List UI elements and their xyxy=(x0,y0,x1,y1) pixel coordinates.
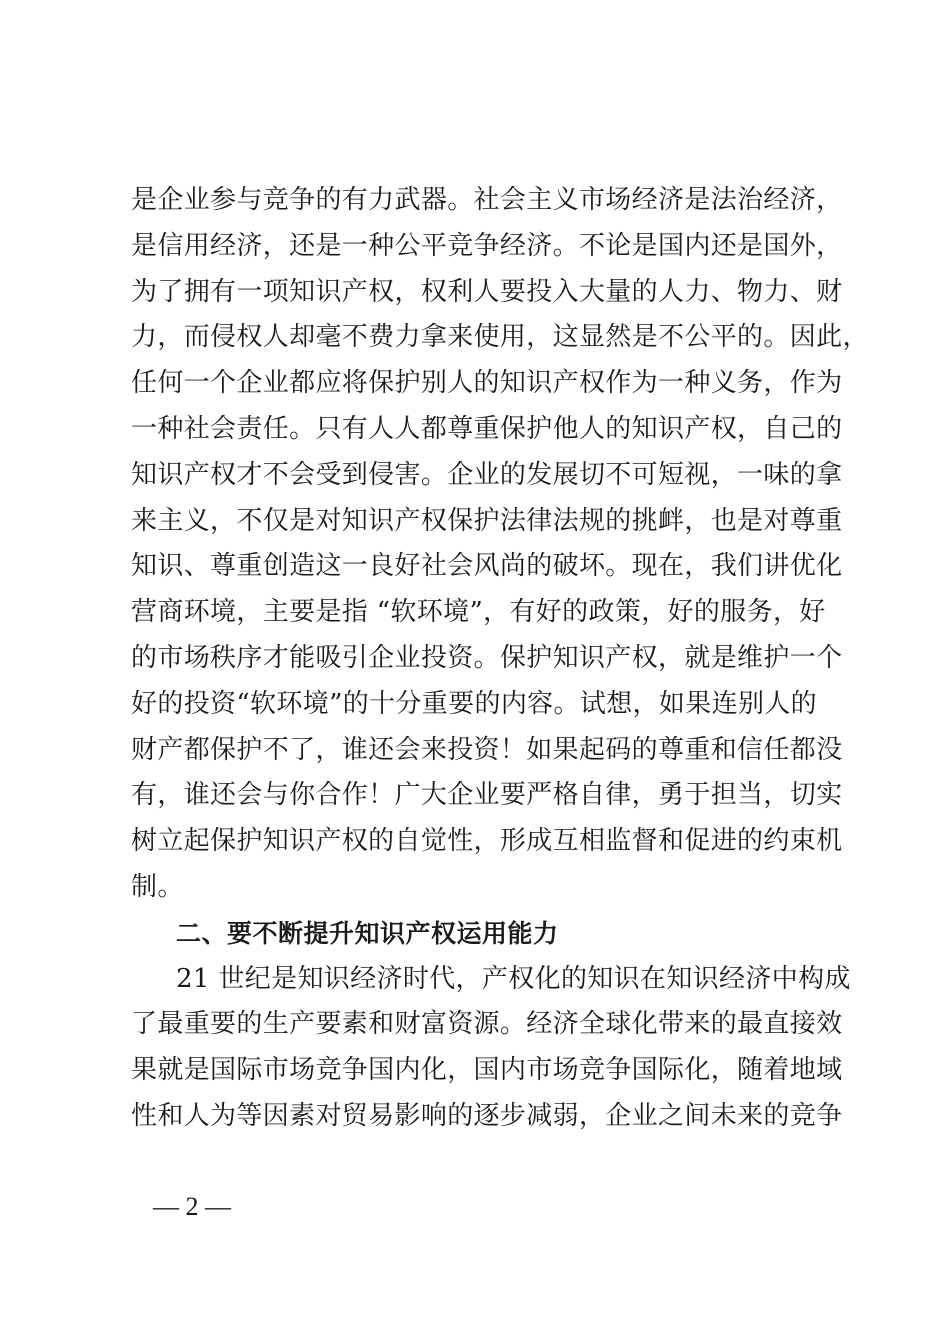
body-text xyxy=(131,178,869,1140)
paragraph-line: 好的投资“软环境”的十分重要的内容。试想，如果连别人的 xyxy=(131,688,818,719)
paragraph-line: 财产都保护不了，谁还会来投资！如果起码的尊重和信任都没 xyxy=(131,734,843,765)
paragraph-line: 21 世纪是知识经济时代，产权化的知识在知识经济中构成 xyxy=(176,963,851,994)
paragraph-line: 一种社会责任。只有人人都尊重保护他人的知识产权，自己的 xyxy=(131,413,843,444)
paragraph-line: 任何一个企业都应将保护别人的知识产权作为一种义务，作为 xyxy=(131,368,843,399)
page-number: — 2 — xyxy=(153,1192,231,1221)
paragraph-line: 性和人为等因素对贸易影响的逐步减弱，企业之间未来的竞争 xyxy=(131,1100,843,1131)
section-heading: 二、要不断提升知识产权运用能力 xyxy=(176,918,559,948)
paragraph-line: 有，谁还会与你合作！广大企业要严格自律，勇于担当，切实 xyxy=(131,780,843,811)
paragraph-line: 力，而侵权人却毫不费力拿来使用，这显然是不公平的。因此， xyxy=(131,322,869,353)
paragraph-line: 知识、尊重创造这一良好社会风尚的破坏。现在，我们讲优化 xyxy=(131,551,843,582)
paragraph-line: 是信用经济，还是一种公平竞争经济。不论是国内还是国外， xyxy=(131,230,843,261)
paragraph-line: 是企业参与竞争的有力武器。社会主义市场经济是法治经济， xyxy=(131,185,843,215)
paragraph-line: 制。 xyxy=(131,871,184,902)
paragraph-line: 的市场秩序才能吸引企业投资。保护知识产权，就是维护一个 xyxy=(131,642,843,673)
paragraph-line: 树立起保护知识产权的自觉性，形成互相监督和促进的约束机 xyxy=(131,826,843,857)
paragraph-line: 为了拥有一项知识产权，权利人要投入大量的人力、物力、财 xyxy=(131,276,843,307)
paragraph-line: 营商环境，主要是指 “软环境”，有好的政策，好的服务，好 xyxy=(131,597,826,628)
paragraph-line: 果就是国际市场竞争国内化，国内市场竞争国际化，随着地域 xyxy=(131,1055,843,1086)
paragraph-line: 来主义，不仅是对知识产权保护法律法规的挑衅，也是对尊重 xyxy=(131,505,843,536)
paragraph-line: 知识产权才不会受到侵害。企业的发展切不可短视，一味的拿 xyxy=(131,459,843,490)
paragraph-line: 了最重要的生产要素和财富资源。经济全球化带来的最直接效 xyxy=(131,1009,843,1040)
